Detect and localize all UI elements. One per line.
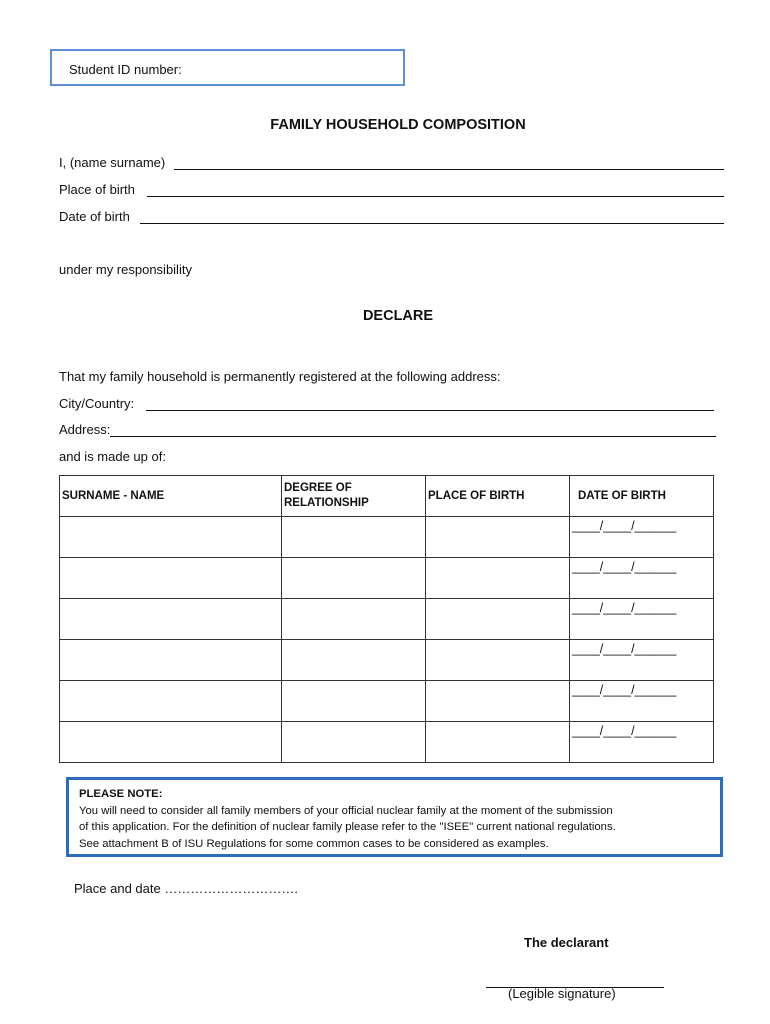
- address-label: Address:: [59, 422, 111, 437]
- please-note-box: [66, 777, 723, 857]
- signature-caption: (Legible signature): [508, 986, 616, 1001]
- note-line-3: See attachment B of ISU Regulations for some common cases to be considered as examples.: [79, 837, 549, 850]
- city-country-label: City/Country:: [59, 396, 135, 411]
- form-title: FAMILY HOUSEHOLD COMPOSITION: [270, 117, 526, 133]
- place-of-birth-cell[interactable]: [426, 722, 570, 763]
- note-line-1: You will need to consider all family members of your official nuclear family at the moment of the submission: [79, 804, 613, 817]
- declarant-label: The declarant: [524, 935, 609, 950]
- surname-name-cell[interactable]: [60, 517, 282, 558]
- made-up-of-text: and is made up of:: [59, 449, 166, 464]
- relationship-cell[interactable]: [282, 640, 426, 681]
- date-mask: ____/____/______: [572, 560, 677, 574]
- date-of-birth-cell[interactable]: [570, 599, 714, 640]
- place-of-birth-cell[interactable]: [426, 599, 570, 640]
- column-header-degree-of-relationship: DEGREE OF RELATIONSHIP: [282, 476, 426, 517]
- table-row: [60, 722, 714, 763]
- table-row: [60, 558, 714, 599]
- place-of-birth-label: Place of birth: [59, 182, 135, 197]
- note-line-2: of this application. For the definition of nuclear family please refer to the "ISEE" current national regulations.: [79, 821, 616, 833]
- table-row: [60, 517, 714, 558]
- relationship-cell[interactable]: [282, 681, 426, 722]
- relationship-cell[interactable]: [282, 599, 426, 640]
- date-of-birth-label: Date of birth: [59, 209, 130, 224]
- date-mask: ____/____/______: [572, 519, 677, 533]
- family-members-table: [59, 475, 714, 763]
- name-surname-field[interactable]: [174, 169, 724, 170]
- table-row: [60, 599, 714, 640]
- date-of-birth-cell[interactable]: [570, 640, 714, 681]
- place-and-date-field[interactable]: Place and date ………………………….: [74, 881, 298, 896]
- date-of-birth-cell[interactable]: [570, 558, 714, 599]
- place-of-birth-cell[interactable]: [426, 558, 570, 599]
- relationship-cell[interactable]: [282, 558, 426, 599]
- date-of-birth-cell[interactable]: [570, 722, 714, 763]
- address-intro-text: That my family household is permanently registered at the following address:: [59, 369, 501, 384]
- place-of-birth-cell[interactable]: [426, 640, 570, 681]
- note-title: PLEASE NOTE:: [79, 788, 163, 800]
- address-field[interactable]: [110, 436, 716, 437]
- date-of-birth-field[interactable]: [140, 223, 724, 224]
- table-header-row: [60, 476, 714, 517]
- column-header-place-of-birth: PLACE OF BIRTH: [426, 476, 570, 517]
- relationship-cell[interactable]: [282, 517, 426, 558]
- surname-name-cell[interactable]: [60, 640, 282, 681]
- surname-name-cell[interactable]: [60, 681, 282, 722]
- city-country-field[interactable]: [146, 410, 714, 411]
- date-of-birth-cell[interactable]: [570, 517, 714, 558]
- student-id-field[interactable]: [50, 49, 405, 86]
- column-header-date-of-birth: DATE OF BIRTH: [570, 476, 714, 517]
- place-of-birth-cell[interactable]: [426, 517, 570, 558]
- surname-name-cell[interactable]: [60, 722, 282, 763]
- place-of-birth-field[interactable]: [147, 196, 724, 197]
- date-mask: ____/____/______: [572, 683, 677, 697]
- table-row: [60, 640, 714, 681]
- name-surname-label: I, (name surname): [59, 155, 166, 170]
- surname-name-cell[interactable]: [60, 599, 282, 640]
- date-mask: ____/____/______: [572, 642, 677, 656]
- place-of-birth-cell[interactable]: [426, 681, 570, 722]
- responsibility-text: under my responsibility: [59, 262, 192, 277]
- column-header-surname-name: SURNAME - NAME: [60, 476, 282, 517]
- date-mask: ____/____/______: [572, 724, 677, 738]
- declare-heading: DECLARE: [362, 308, 434, 324]
- date-mask: ____/____/______: [572, 601, 677, 615]
- table-row: [60, 681, 714, 722]
- relationship-cell[interactable]: [282, 722, 426, 763]
- student-id-label: Student ID number:: [69, 62, 182, 77]
- surname-name-cell[interactable]: [60, 558, 282, 599]
- date-of-birth-cell[interactable]: [570, 681, 714, 722]
